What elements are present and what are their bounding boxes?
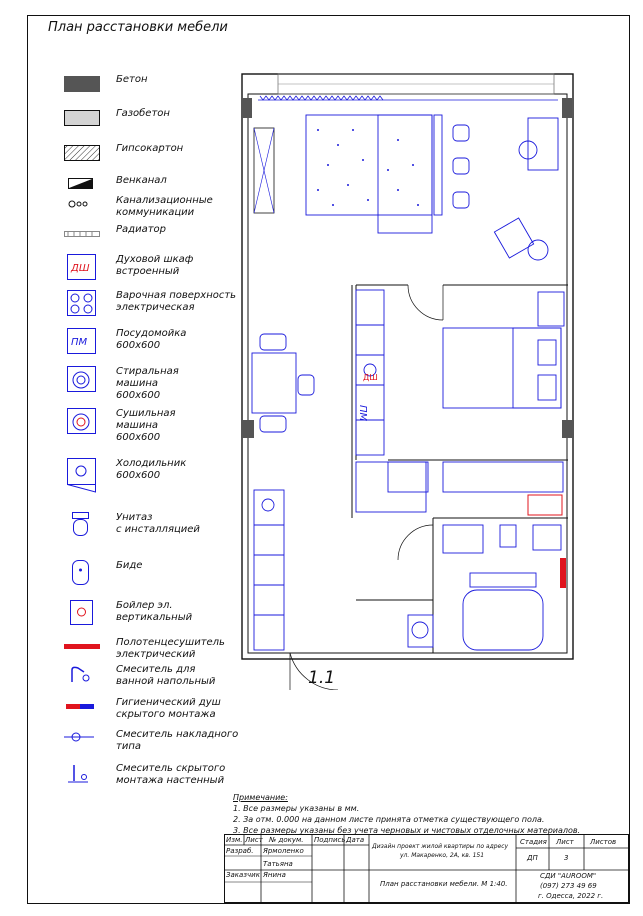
legend-item xyxy=(64,143,264,173)
stamp-name3: Янина xyxy=(263,871,286,879)
drywall-icon xyxy=(64,143,100,167)
concealed-mixer-icon xyxy=(64,763,100,787)
notes xyxy=(233,792,580,836)
legend-label: Сушильная машина 600x600 xyxy=(116,408,176,443)
note-item: 3. Все размеры указаны без учета черновых и чистовых отделочных материалов. xyxy=(233,826,581,835)
stamp-h-sign: Подпись xyxy=(314,836,346,844)
svg-text:ДШ: ДШ xyxy=(71,263,90,274)
floor-plan xyxy=(238,70,578,690)
hob-icon xyxy=(64,290,100,314)
concrete-icon xyxy=(64,74,100,98)
legend-label: Радиатор xyxy=(116,224,166,235)
floor-plan-drawing xyxy=(238,70,578,690)
legend-item xyxy=(64,458,264,488)
legend-item xyxy=(64,290,264,320)
stamp-city: г. Одесса, 2022 г. xyxy=(538,892,604,900)
legend-item xyxy=(64,108,264,138)
stamp-zakazchik: Заказчик xyxy=(226,871,260,879)
legend-label: Газобетон xyxy=(116,108,170,119)
stamp-h-stage: Стадия xyxy=(520,838,547,846)
stamp-address: ул. Макаренко, 2А, кв. 151 xyxy=(400,852,485,859)
legend-item xyxy=(64,254,264,284)
washer-icon xyxy=(64,366,100,390)
legend-label: Унитаз с инсталляцией xyxy=(116,512,200,535)
legend-label: Полотенцесушитель электрический xyxy=(116,637,225,660)
legend-label: Венканал xyxy=(116,175,167,186)
stamp-sheet: 3 xyxy=(564,854,569,862)
stamp-h-sheets: Листов xyxy=(590,838,617,846)
towel-dryer-icon xyxy=(64,637,100,661)
stamp-phone: (097) 273 49 69 xyxy=(540,882,597,890)
legend-label: Смеситель скрытого монтажа настенный xyxy=(116,763,226,786)
column xyxy=(562,420,574,438)
legend-label: Смеситель накладного типа xyxy=(116,729,239,752)
legend-label: Духовой шкаф встроенный xyxy=(116,254,194,277)
radiator-icon xyxy=(64,224,100,248)
stamp-drawing: План расстановки мебели. М 1:40. xyxy=(380,880,508,888)
oven-icon xyxy=(64,254,100,278)
bidet-icon xyxy=(64,560,100,584)
title-block xyxy=(224,834,629,903)
stamp-name1: Ярмоленко xyxy=(263,847,304,855)
notes-heading: Примечание: xyxy=(233,793,288,802)
legend-item xyxy=(64,600,264,630)
legend-label: Гипсокартон xyxy=(116,143,184,154)
stamp-h-sheet: Лист xyxy=(556,838,574,846)
column xyxy=(242,98,252,118)
legend-label: Бойлер эл. вертикальный xyxy=(116,600,193,623)
legend-item xyxy=(64,74,264,104)
legend-item xyxy=(64,224,264,254)
column xyxy=(242,420,254,438)
column xyxy=(562,98,572,118)
legend-label: Варочная поверхность электрическая xyxy=(116,290,237,313)
legend-item xyxy=(64,512,264,542)
toilet-icon xyxy=(64,512,100,536)
legend-item xyxy=(64,195,264,225)
legend-label: Смеситель для ванной напольный xyxy=(116,664,216,687)
legend-label: Бетон xyxy=(116,74,148,85)
stamp-project: Дизайн проект жилой квартиры по адресу xyxy=(372,843,509,850)
stamp-h-doc: № докум. xyxy=(269,836,304,844)
legend-item xyxy=(64,328,264,358)
aerated-concrete-icon xyxy=(64,108,100,132)
svg-text:ПМ: ПМ xyxy=(357,405,368,422)
stamp-stage: ДП xyxy=(527,854,538,862)
svg-text:ПМ: ПМ xyxy=(71,337,88,348)
legend-item xyxy=(64,697,264,727)
boiler-icon xyxy=(64,600,100,624)
stamp-h-date: Дата xyxy=(346,836,365,844)
towel-dryer xyxy=(560,558,566,588)
stamp-company: СДИ "AUROOM" xyxy=(540,872,597,880)
stamp-name2: Татьяна xyxy=(263,860,293,868)
legend-item xyxy=(64,366,264,401)
legend-item xyxy=(64,560,264,590)
dishwasher-icon xyxy=(64,328,100,352)
dryer-icon xyxy=(64,408,100,432)
outer-wall xyxy=(242,74,573,659)
svg-text:ДШ: ДШ xyxy=(363,373,378,382)
fridge-icon xyxy=(64,458,100,482)
legend-item xyxy=(64,637,264,667)
surface-mixer-icon xyxy=(64,729,100,753)
stamp-h-list: Лист xyxy=(245,836,263,844)
section-label: 1.1 xyxy=(308,668,336,688)
stamp-h-izm: Изм. xyxy=(226,836,243,844)
legend-label: Посудомойка 600x600 xyxy=(116,328,187,351)
legend-item xyxy=(64,763,264,793)
legend-item xyxy=(64,729,264,759)
stamp-razrab: Разраб. xyxy=(226,847,254,855)
sewer-icon xyxy=(64,195,100,219)
legend-item xyxy=(64,664,264,694)
hygienic-shower-icon xyxy=(64,697,100,721)
legend-item xyxy=(64,408,264,443)
legend-label: Биде xyxy=(116,560,143,571)
legend-label: Гигиенический душ скрытого монтажа xyxy=(116,697,221,720)
note-item: 2. За отм. 0.000 на данном листе принята отметка существующего пола. xyxy=(233,815,545,824)
bath-mixer-icon xyxy=(64,664,100,688)
legend-label: Канализационные коммуникации xyxy=(116,195,213,218)
page-title: План расстановки мебели xyxy=(48,20,228,35)
legend-label: Холодильник 600x600 xyxy=(116,458,187,481)
note-item: 1. Все размеры указаны в мм. xyxy=(233,804,360,813)
legend-label: Стиральная машина 600x600 xyxy=(116,366,179,401)
